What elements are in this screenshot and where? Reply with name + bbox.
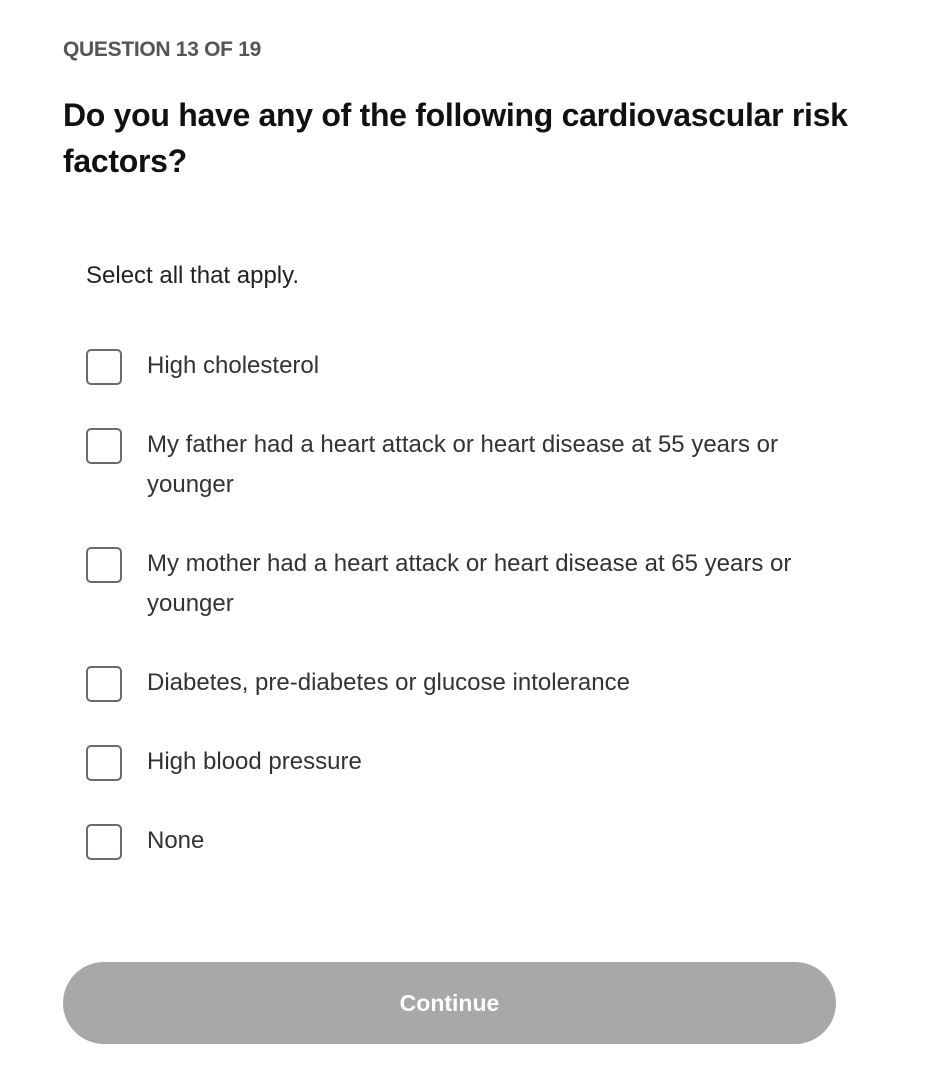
checkbox[interactable] [86, 428, 122, 464]
options-list [86, 346, 826, 861]
checkbox[interactable] [86, 349, 122, 385]
option-label: High cholesterol [147, 352, 320, 379]
option-label: High blood pressure [147, 748, 362, 775]
option-none[interactable] [86, 821, 826, 861]
option-label: My mother had a heart attack or heart disease at 65 years or younger [147, 550, 792, 617]
continue-button[interactable]: Continue [63, 962, 836, 1044]
option-label: My father had a heart attack or heart disease at 55 years or younger [147, 431, 779, 498]
checkbox[interactable] [86, 824, 122, 860]
select-instruction: Select all that apply. [86, 262, 300, 289]
checkbox[interactable] [86, 547, 122, 583]
checkbox[interactable] [86, 666, 122, 702]
option-mother-heart-disease[interactable] [86, 544, 826, 624]
option-father-heart-disease[interactable] [86, 425, 826, 505]
checkbox[interactable] [86, 745, 122, 781]
option-diabetes[interactable] [86, 663, 826, 703]
option-label: Diabetes, pre-diabetes or glucose intolerance [147, 669, 630, 696]
option-label: None [147, 827, 205, 854]
option-high-cholesterol[interactable] [86, 346, 826, 386]
option-high-blood-pressure[interactable] [86, 742, 826, 782]
question-title: Do you have any of the following cardiovascular risk factors? [63, 97, 848, 179]
question-progress: QUESTION 13 OF 19 [63, 38, 261, 61]
